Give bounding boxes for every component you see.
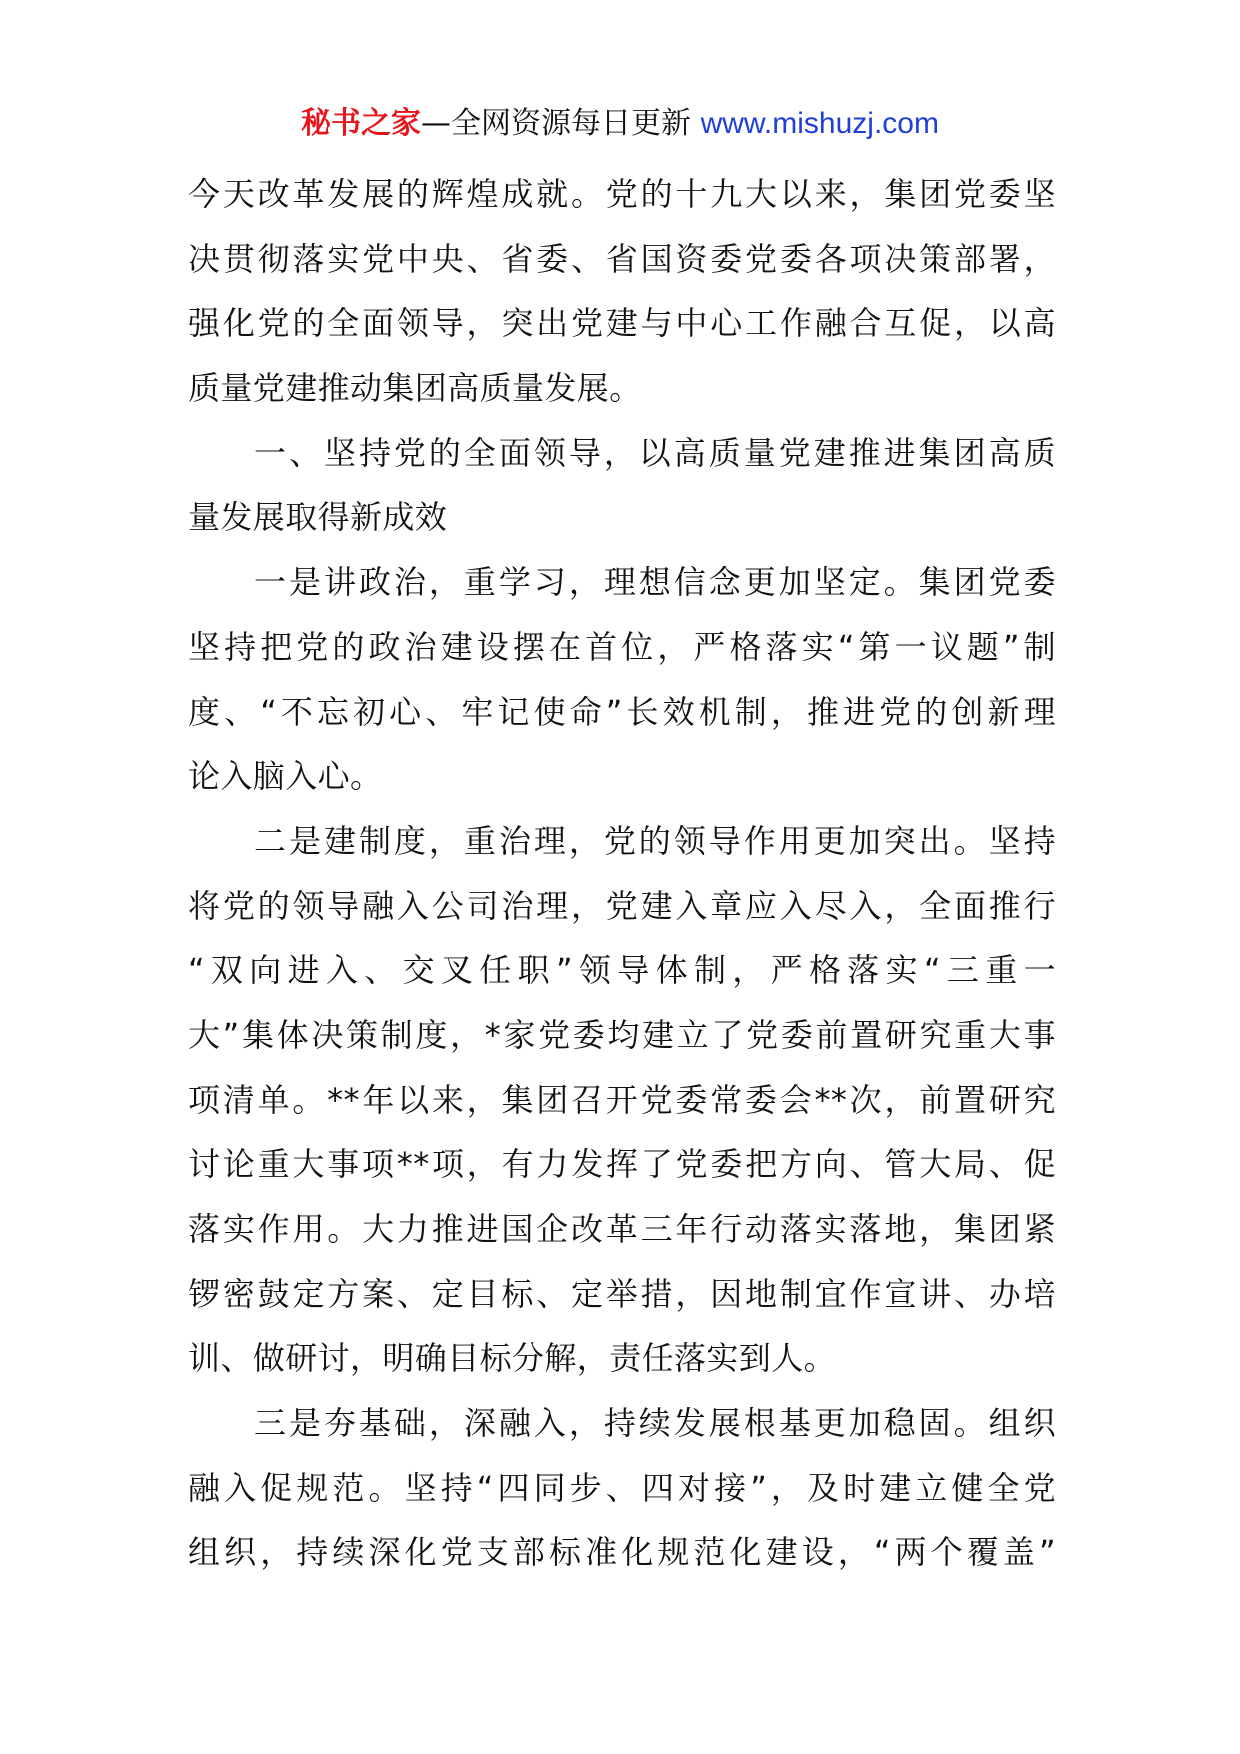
section-heading-line: 一、坚持党的全面领导，以高质量党建推进集团高质 — [254, 433, 1056, 472]
text-line: 质量党建推动集团高质量发展。 — [188, 369, 642, 408]
text-line: 将党的领导融入公司治理，党建入章应入尽入，全面推行 — [188, 886, 1056, 925]
text-line: 训、做研讨，明确目标分解，责任落实到人。 — [188, 1339, 837, 1378]
text-line: 论入脑入心。 — [188, 757, 383, 796]
header-url-link[interactable]: www.mishuzj.com — [700, 107, 939, 140]
text-line: 锣密鼓定方案、定目标、定举措，因地制宜作宣讲、办培 — [188, 1274, 1056, 1313]
document-body — [188, 162, 1056, 1585]
text-line: 大”集体决策制度，*家党委均建立了党委前置研究重大事 — [188, 1015, 1056, 1054]
text-line: 坚持把党的政治建设摆在首位，严格落实“第一议题”制 — [188, 627, 1056, 666]
text-line: 今天改革发展的辉煌成就。党的十九大以来，集团党委坚 — [188, 175, 1056, 213]
text-line: 度、“不忘初心、牢记使命”长效机制，推进党的创新理 — [188, 692, 1056, 731]
text-line: 一是讲政治，重学习，理想信念更加坚定。集团党委 — [254, 563, 1056, 602]
text-line: 组织，持续深化党支部标准化规范化建设，“两个覆盖” — [188, 1533, 1056, 1572]
text-line: 决贯彻落实党中央、省委、省国资委党委各项决策部署， — [188, 239, 1056, 278]
page-header — [0, 98, 1240, 150]
header-brand: 秘书之家 — [301, 106, 422, 141]
text-line: 二是建制度，重治理，党的领导作用更加突出。坚持 — [254, 821, 1056, 860]
header-tagline: —全网资源每日更新 — [421, 106, 692, 141]
text-line: 三是夯基础，深融入，持续发展根基更加稳固。组织 — [254, 1404, 1056, 1443]
text-line: 落实作用。大力推进国企改革三年行动落实落地，集团紧 — [188, 1210, 1056, 1248]
text-line: 讨论重大事项**项，有力发挥了党委把方向、管大局、促 — [188, 1145, 1056, 1184]
text-line: 项清单。**年以来，集团召开党委常委会**次，前置研究 — [188, 1080, 1056, 1119]
text-line: “双向进入、交叉任职”领导体制，严格落实“三重一 — [188, 951, 1056, 990]
text-line: 强化党的全面领导，突出党建与中心工作融合互促，以高 — [188, 304, 1056, 343]
text-line: 融入促规范。坚持“四同步、四对接”，及时建立健全党 — [188, 1468, 1056, 1507]
section-heading-line: 量发展取得新成效 — [188, 498, 448, 537]
